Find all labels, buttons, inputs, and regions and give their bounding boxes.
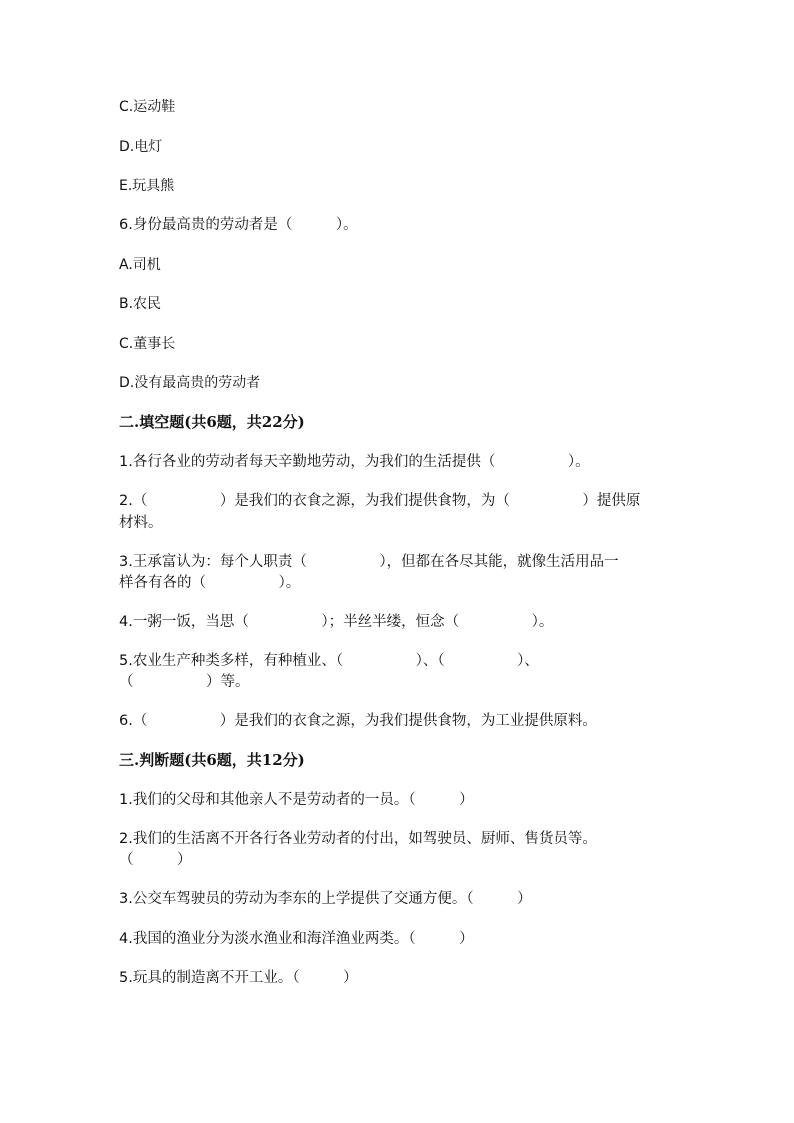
fill-question-5-line-1: 5.农业生产种类多样，有种植业、（ ）、（ ）、 xyxy=(119,653,539,669)
fill-question-4: 4.一粥一饭，当思（ ）；半丝半缕，恒念（ ）。 xyxy=(119,614,554,630)
judge-question-1: 1.我们的父母和其他亲人不是劳动者的一员。（ ） xyxy=(119,792,474,808)
fill-question-3-line-2: 样各有各的（ ）。 xyxy=(119,575,301,591)
fill-question-5-line-2: （ ）等。 xyxy=(119,674,250,690)
question-6-stem: 6.身份最高贵的劳动者是（ ）。 xyxy=(119,217,358,233)
judge-question-2-line-1: 2.我们的生活离不开各行各业劳动者的付出，如驾驶员、厨师、售货员等。 xyxy=(119,831,597,847)
fill-question-2-line-1: 2.（ ）是我们的衣食之源，为我们提供食物，为（ ）提供原 xyxy=(119,493,641,509)
judge-question-5: 5.玩具的制造离不开工业。（ ） xyxy=(119,970,358,986)
section-title-true-false: 三.判断题(共6题，共12分) xyxy=(119,751,305,769)
q6-option-c: C.董事长 xyxy=(119,336,176,352)
fill-question-1: 1.各行各业的劳动者每天辛勤地劳动，为我们的生活提供（ ）。 xyxy=(119,454,590,470)
option-e-toy-bear: E.玩具熊 xyxy=(119,178,175,194)
judge-question-4: 4.我国的渔业分为淡水渔业和海洋渔业两类。（ ） xyxy=(119,931,474,947)
q6-option-d: D.没有最高贵的劳动者 xyxy=(119,375,261,391)
judge-question-3: 3.公交车驾驶员的劳动为李东的上学提供了交通方便。（ ） xyxy=(119,891,532,907)
section-title-fill-blank: 二.填空题(共6题，共22分) xyxy=(119,413,305,431)
option-c-sports-shoes: C.运动鞋 xyxy=(119,99,176,115)
q6-option-a: A.司机 xyxy=(119,257,161,273)
option-d-electric-lamp: D.电灯 xyxy=(119,139,163,155)
fill-question-3-line-1: 3.王承富认为：每个人职责（ ），但都在各尽其能，就像生活用品一 xyxy=(119,554,619,570)
judge-question-2-line-2: （ ） xyxy=(119,852,192,868)
fill-question-6: 6.（ ）是我们的衣食之源，为我们提供食物，为工业提供原料。 xyxy=(119,713,597,729)
fill-question-2-line-2: 材料。 xyxy=(119,515,163,531)
q6-option-b: B.农民 xyxy=(119,296,162,312)
